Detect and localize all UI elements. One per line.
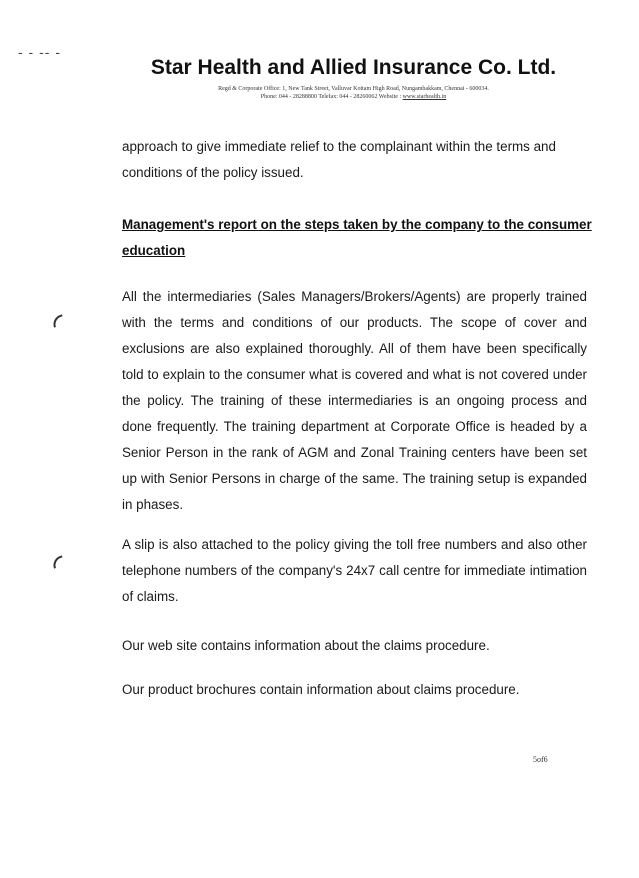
company-name: Star Health and Allied Insurance Co. Ltd. <box>150 56 557 79</box>
website-link[interactable]: www.starhealth.in <box>402 94 447 100</box>
paragraph-intermediaries-training: All the intermediaries (Sales Managers/Brokers/Agents) are properly trained with the terms and conditions of our products. The scope of cover and exclusions are also explained thoroughly. All of them have been specifically told to explain to the consumer what is covered and what is not covered under the policy. The training of these intermediaries is an ongoing process and done frequently. The training department at Corporate Office is headed by a Senior Person in the rank of AGM and Zonal Training centers have been set up with Senior Persons in charge of the same. The training setup is expanded in phases. <box>122 289 587 512</box>
margin-mark-1 <box>51 314 66 328</box>
paragraph-brochures-info: Our product brochures contain information about claims procedure. <box>122 682 520 697</box>
address-line: Regd & Corporate Office: 1, New Tank Street, Valluvar Kottam High Road, Nungambakkam, Chennai - 600034. <box>218 86 489 92</box>
paragraph-website-info: Our web site contains information about the claims procedure. <box>122 638 490 653</box>
contact-phone: Phone: 044 - 28288800 Telefax: 044 - 28260062 Website : <box>260 94 402 100</box>
scan-marks: - - -- - <box>18 44 61 60</box>
contact-line <box>0 94 639 100</box>
margin-mark-2 <box>51 555 66 569</box>
paragraph-toll-free-slip: A slip is also attached to the policy giving the toll free numbers and also other telephone numbers of the company's 24x7 call centre for immediate intimation of claims. <box>122 537 587 604</box>
section-heading: Management's report on the steps taken by the company to the consumer education <box>122 217 592 258</box>
page-number: 5of6 <box>533 755 548 764</box>
continuation-paragraph: approach to give immediate relief to the complainant within the terms and conditions of the policy issued. <box>122 139 556 180</box>
